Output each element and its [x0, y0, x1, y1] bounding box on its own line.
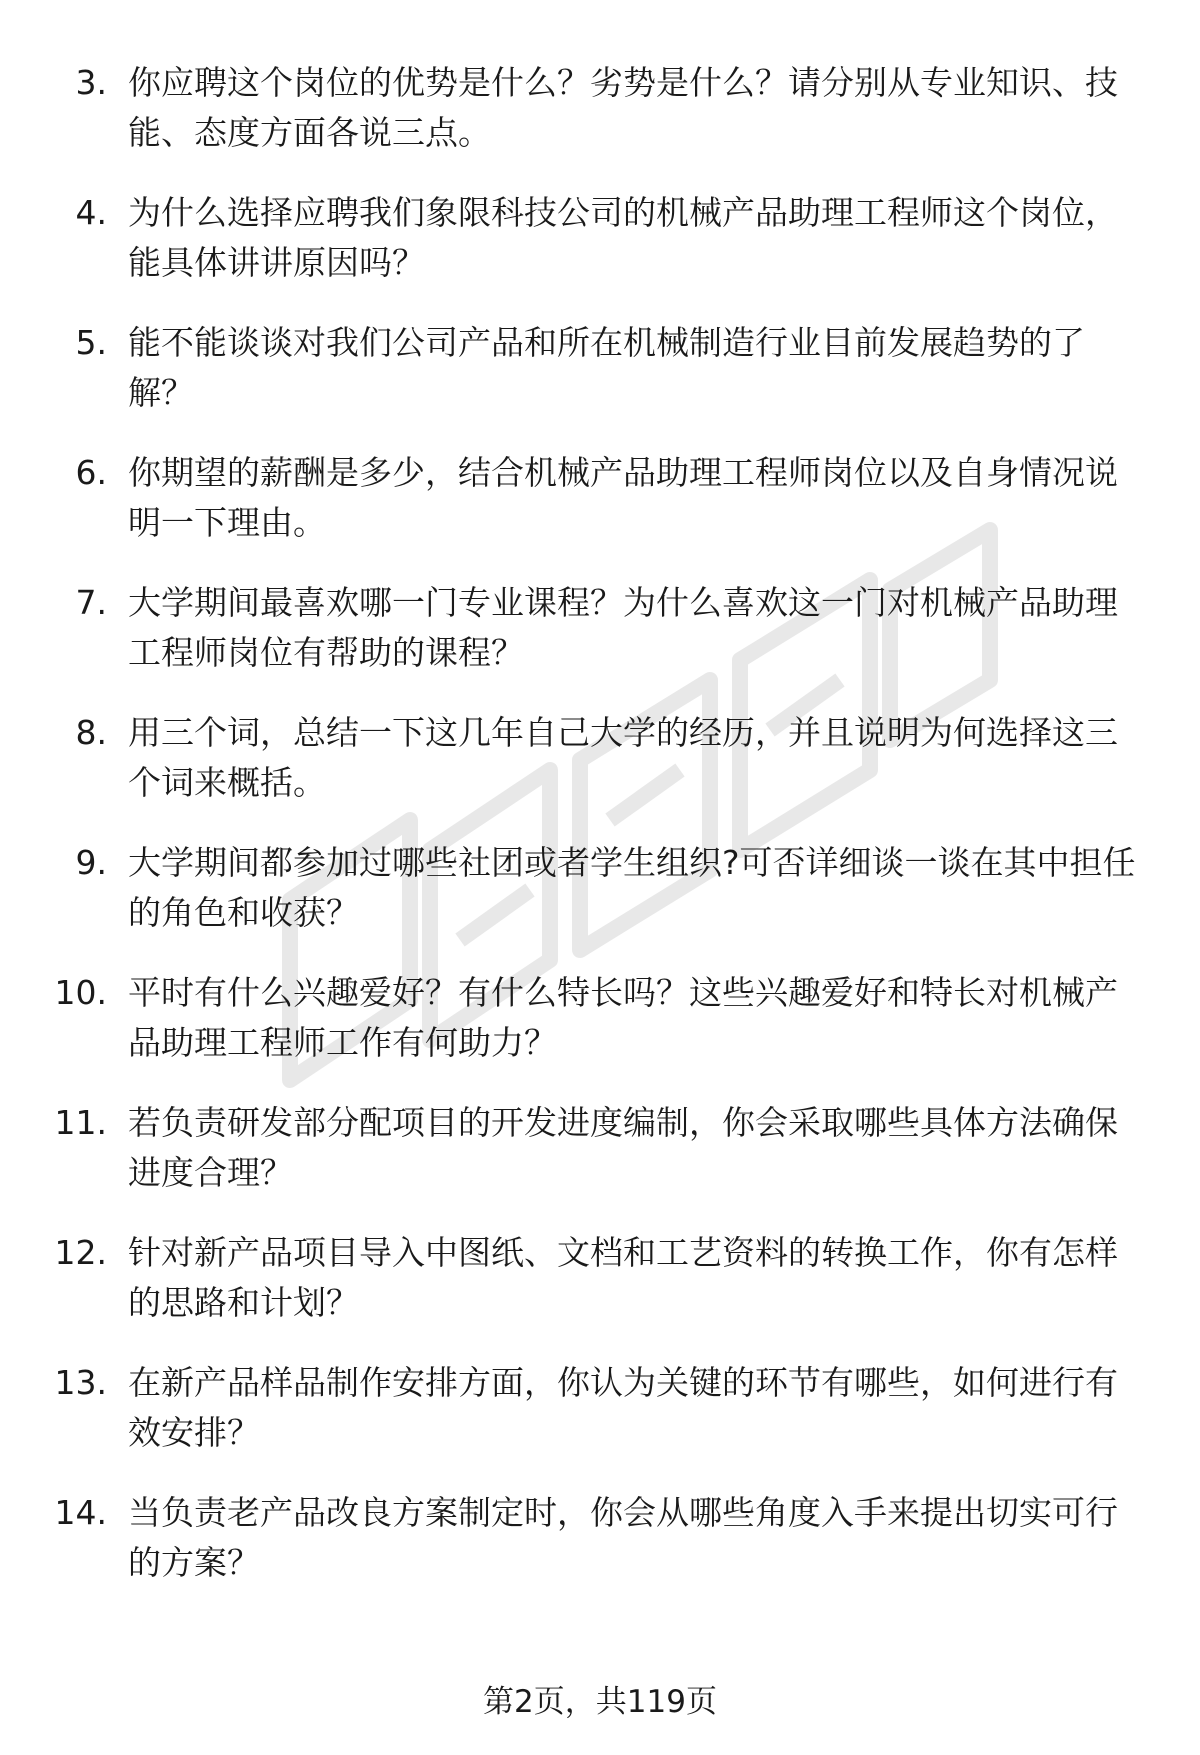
- question-number: 13.: [54, 1363, 107, 1402]
- question-text: 你应聘这个岗位的优势是什么？劣势是什么？请分别从专业知识、技能、态度方面各说三点。: [128, 63, 1118, 152]
- question-item: [0, 188, 1200, 318]
- question-item: [0, 1098, 1200, 1228]
- question-number: 3.: [75, 63, 107, 102]
- question-text: 大学期间都参加过哪些社团或者学生组织?可否详细谈一谈在其中担任的角色和收获？: [128, 843, 1136, 932]
- question-item: [0, 58, 1200, 188]
- question-number: 10.: [54, 973, 107, 1012]
- question-number: 5.: [75, 323, 107, 362]
- question-number: 11.: [54, 1103, 107, 1142]
- question-number: 8.: [75, 713, 107, 752]
- question-item: [0, 708, 1200, 838]
- question-text: 能不能谈谈对我们公司产品和所在机械制造行业目前发展趋势的了解？: [128, 323, 1085, 412]
- question-number: 4.: [75, 193, 107, 232]
- question-text: 平时有什么兴趣爱好？有什么特长吗？这些兴趣爱好和特长对机械产品助理工程师工作有何助力？: [128, 973, 1118, 1062]
- question-text: 在新产品样品制作安排方面，你认为关键的环节有哪些，如何进行有效安排？: [128, 1363, 1118, 1452]
- question-text: 用三个词，总结一下这几年自己大学的经历，并且说明为何选择这三个词来概括。: [128, 713, 1118, 802]
- question-item: [0, 1228, 1200, 1358]
- question-item: [0, 1488, 1200, 1618]
- question-item: [0, 448, 1200, 578]
- question-item: [0, 578, 1200, 708]
- question-text: 若负责研发部分配项目的开发进度编制，你会采取哪些具体方法确保进度合理？: [128, 1103, 1118, 1192]
- question-number: 9.: [75, 843, 107, 882]
- question-text: 为什么选择应聘我们象限科技公司的机械产品助理工程师这个岗位，能具体讲讲原因吗？: [128, 193, 1118, 282]
- question-text: 大学期间最喜欢哪一门专业课程？为什么喜欢这一门对机械产品助理工程师岗位有帮助的课程？: [128, 583, 1118, 672]
- question-number: 6.: [75, 453, 107, 492]
- question-text: 针对新产品项目导入中图纸、文档和工艺资料的转换工作，你有怎样的思路和计划？: [128, 1233, 1118, 1322]
- question-item: [0, 1358, 1200, 1488]
- question-item: [0, 318, 1200, 448]
- question-number: 12.: [54, 1233, 107, 1272]
- question-number: 7.: [75, 583, 107, 622]
- page-footer: 第2页，共119页: [483, 1684, 717, 1720]
- question-list: [0, 58, 1200, 1618]
- question-number: 14.: [54, 1493, 107, 1532]
- question-text: 你期望的薪酬是多少，结合机械产品助理工程师岗位以及自身情况说明一下理由。: [128, 453, 1118, 542]
- question-item: [0, 838, 1200, 968]
- question-item: [0, 968, 1200, 1098]
- question-text: 当负责老产品改良方案制定时，你会从哪些角度入手来提出切实可行的方案？: [128, 1493, 1118, 1582]
